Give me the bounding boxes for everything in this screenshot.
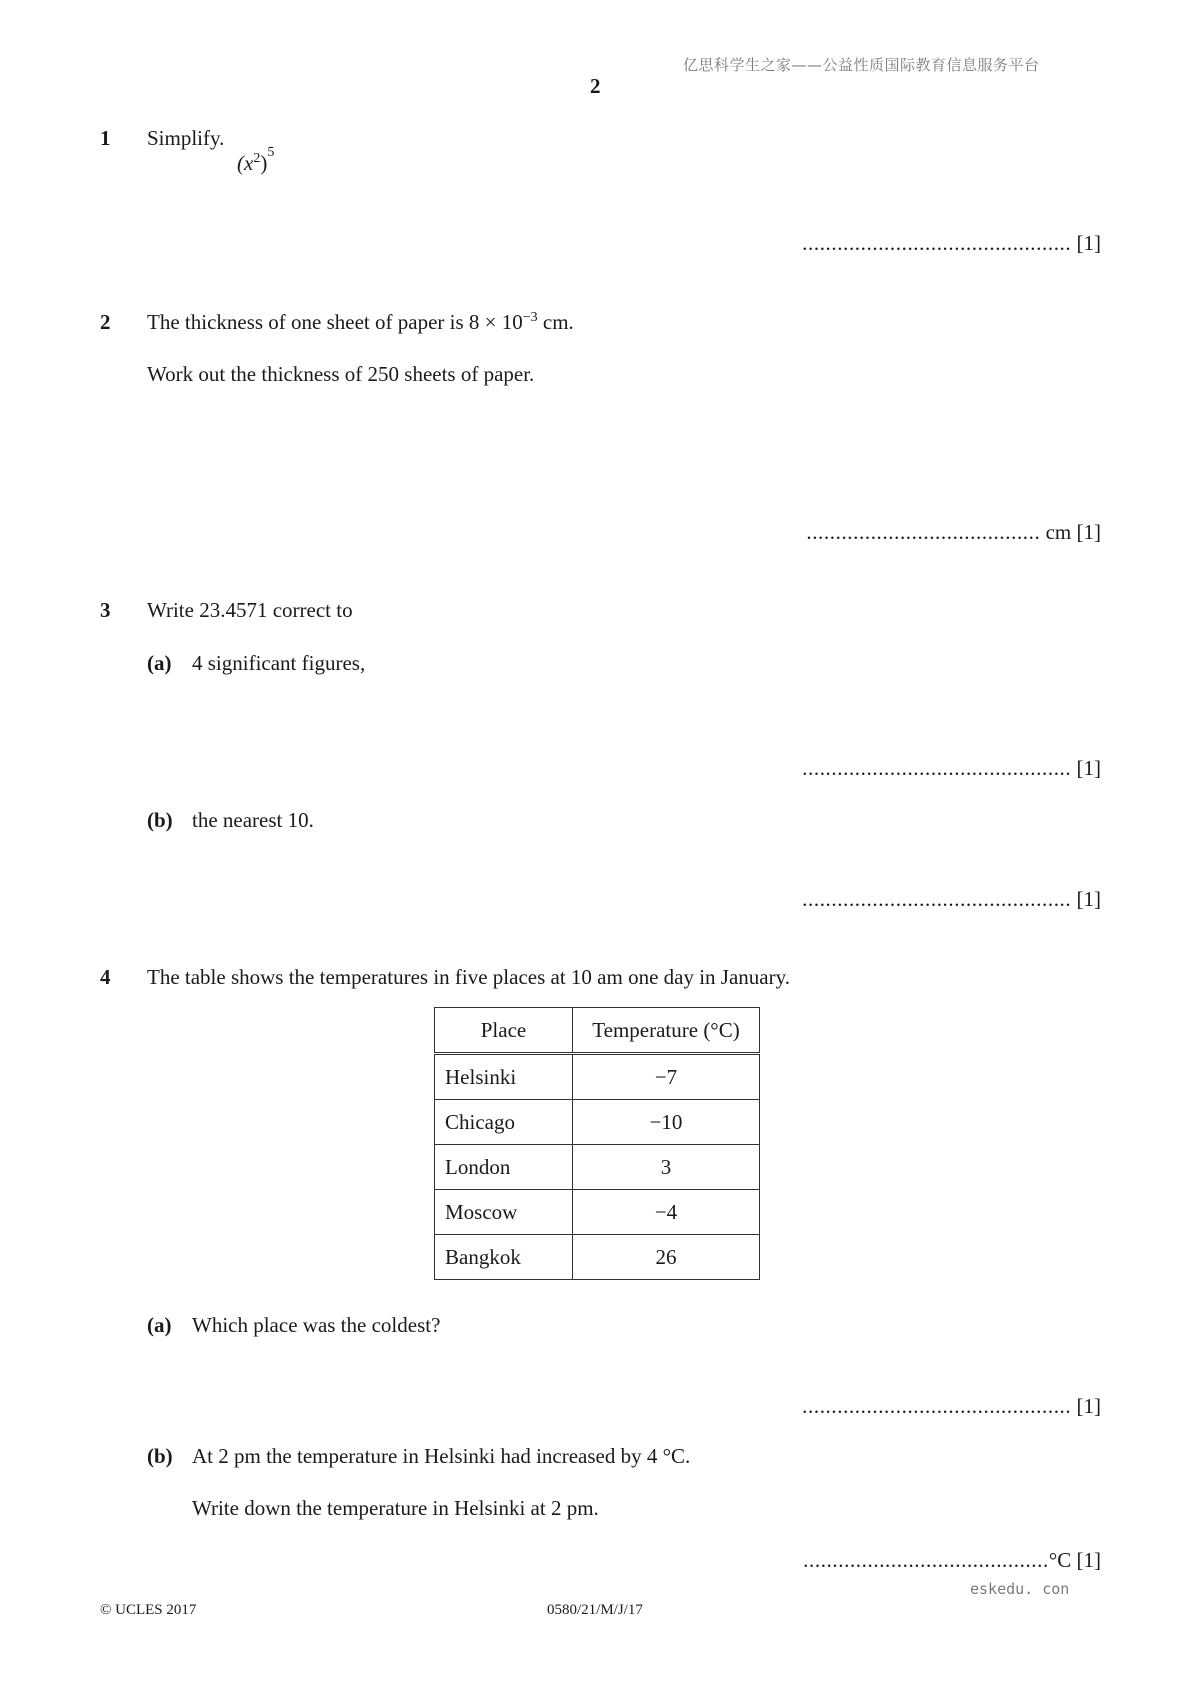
- table-cell-temperature: −10: [573, 1100, 760, 1145]
- question-4b-instruction: Write down the temperature in Helsinki at 2 pm.: [192, 1496, 599, 1520]
- marks: [1]: [1076, 887, 1101, 911]
- marks: [1]: [1076, 1548, 1101, 1572]
- table-cell-place: Moscow: [435, 1190, 573, 1235]
- question-1-number: 1: [100, 126, 111, 150]
- table-row: [435, 1100, 760, 1145]
- table-row: [435, 1054, 760, 1100]
- question-3a-label: (a): [147, 651, 172, 675]
- expr-close: ): [260, 151, 268, 175]
- question-2-answer-line[interactable]: [806, 520, 1101, 545]
- table-row: [435, 1235, 760, 1280]
- question-4-number: 4: [100, 965, 111, 989]
- header-watermark: 亿思科学生之家——公益性质国际教育信息服务平台: [683, 56, 1040, 74]
- answer-unit: °C: [1048, 1548, 1072, 1572]
- marks: [1]: [1076, 520, 1101, 544]
- temperature-table-container: [434, 1007, 760, 1280]
- answer-unit: cm: [1045, 520, 1072, 544]
- question-3b-answer-line[interactable]: [802, 887, 1101, 912]
- table-cell-temperature: −4: [573, 1190, 760, 1235]
- question-2-text: [147, 310, 574, 335]
- question-3-text: Write 23.4571 correct to: [147, 598, 353, 622]
- marks: [1]: [1076, 1394, 1101, 1418]
- table-cell-place: Helsinki: [435, 1054, 573, 1100]
- marks: [1]: [1076, 756, 1101, 780]
- table-cell-temperature: 3: [573, 1145, 760, 1190]
- question-4b-label: (b): [147, 1444, 173, 1468]
- question-4a-label: (a): [147, 1313, 172, 1337]
- table-header-temperature: Temperature (°C): [573, 1008, 760, 1054]
- table-row: [435, 1145, 760, 1190]
- answer-dots: ..........................................: [803, 1548, 1049, 1572]
- question-2-instruction: Work out the thickness of 250 sheets of paper.: [147, 362, 535, 386]
- answer-dots: ..............................................: [802, 1394, 1072, 1418]
- expr-inner-exponent: 2: [253, 151, 261, 166]
- footer-paper-code: 0580/21/M/J/17: [547, 1602, 643, 1618]
- table-header-place: Place: [435, 1008, 573, 1054]
- answer-dots: ..............................................: [802, 756, 1072, 780]
- marks: [1]: [1076, 231, 1101, 255]
- question-4-text: The table shows the temperatures in five places at 10 am one day in January.: [147, 965, 791, 989]
- table-cell-place: Chicago: [435, 1100, 573, 1145]
- expr-outer-exponent: 5: [267, 145, 275, 160]
- table-header-row: [435, 1008, 760, 1054]
- expr-open: (x: [237, 151, 254, 175]
- question-2-number: 2: [100, 310, 111, 334]
- exponent: −3: [522, 310, 538, 325]
- question-4b-answer-line[interactable]: [803, 1548, 1101, 1573]
- question-1-text: Simplify.: [147, 126, 225, 150]
- question-1-answer-line[interactable]: [802, 231, 1101, 256]
- table-cell-temperature: −7: [573, 1054, 760, 1100]
- question-1-expression: [237, 145, 275, 176]
- table-cell-place: London: [435, 1145, 573, 1190]
- answer-dots: ..............................................: [802, 231, 1072, 255]
- answer-dots: ........................................: [806, 520, 1041, 544]
- temperature-table: [434, 1007, 760, 1280]
- question-3a-text: 4 significant figures,: [192, 651, 366, 675]
- page-number: 2: [590, 74, 601, 98]
- table-cell-temperature: 26: [573, 1235, 760, 1280]
- question-4a-answer-line[interactable]: [802, 1394, 1101, 1419]
- text-before: The thickness of one sheet of paper is 8 × 10: [147, 310, 523, 334]
- text-after: cm.: [537, 310, 574, 334]
- question-3-number: 3: [100, 598, 111, 622]
- table-cell-place: Bangkok: [435, 1235, 573, 1280]
- answer-dots: ..............................................: [802, 887, 1072, 911]
- question-3b-text: the nearest 10.: [192, 808, 314, 832]
- footer-watermark: eskedu. con: [970, 1580, 1070, 1598]
- table-row: [435, 1190, 760, 1235]
- footer-copyright: © UCLES 2017: [100, 1602, 197, 1618]
- question-3b-label: (b): [147, 808, 173, 832]
- question-3a-answer-line[interactable]: [802, 756, 1101, 781]
- question-4b-text: At 2 pm the temperature in Helsinki had increased by 4 °C.: [192, 1444, 691, 1468]
- question-4a-text: Which place was the coldest?: [192, 1313, 441, 1337]
